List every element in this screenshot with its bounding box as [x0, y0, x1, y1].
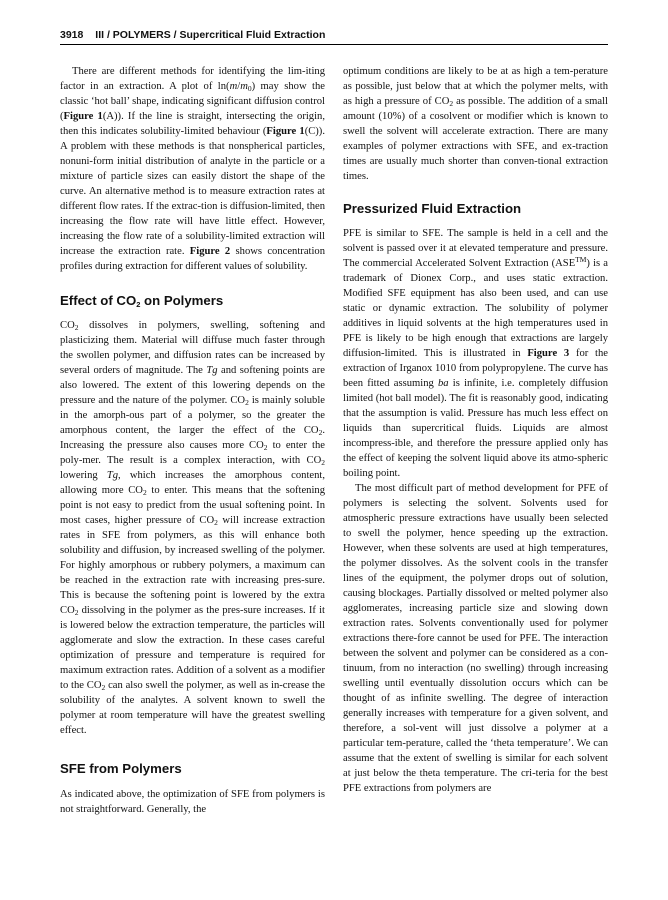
- header-rule: [60, 44, 608, 45]
- paragraph: $CO_2$ dissolves in polymers, swelling, softening and plasticizing them. Material will diffuse much faster through the swollen polymer, and diffusion rates can be increased by several orders of magnitude. The Tg and softening points are also lowered. The extent of this lowering depends on the pressure and the nature of the polymer. $CO_2$ is mainly soluble in the amorph-ous part of a polymer, so the greater the amorphous content, the larger the effect of the $CO_2$. Increasing the pressure also causes more $CO_2$ to enter the poly-mer. The result is a complex interaction, with $CO_2$ lowering Tg, which increases the amorphous content, allowing more $CO_2$ to enter. This means that the softening point is not easy to predict from the usual softening point. In most cases, higher pressure of $CO_2$ will increase extraction rates in SFE from polymers, as this will enhance both solubility and diffusion, by increased swelling of the polymer. For highly amorphous or rubbery polymers, a maximum can be reached in the extraction rate with increasing pres-sure. This is because the softening point is lowered by the extra $CO_2$ dissolving in the polymer as the pres-sure increases. If it is lowered below the extraction temperature, the particles will agglomerate and slow the extraction. In these cases careful optimization of pressure and temperature is required for maximum extraction rates. Addition of a solvent as a modifier to the $CO_2$ can also swell the polymer, as well as in-crease the solubility of the analytes. A solvent known to swell the polymer at room temperature will have the greatest swelling effect.: [60, 320, 326, 736]
- running-title: III / POLYMERS / Supercritical Fluid Extraction: [95, 29, 326, 41]
- paragraph: PFE is similar to SFE. The sample is held in a cell and the solvent is passed over it at elevated temperature and pressure. The commercial Accelerated Solvent Extraction (ASE™) is a trademark of Dionex Corp., and uses static extraction. Modified SFE equipment has also been used, and can use static or dynamic extraction. The solubility of polymer additives in liquid solvents at the high temperatures used in PFE is likely to be high enough that extractions are largely diffusion-limited. This is illustrated in Figure 3 for the extraction of Irganox 1010 from polypropylene. The curve has been fitted assuming ba is infinite, i.e. completely diffusion limited (hot ball model). The fit is reasonably good, indicating that the assumption is valid. Pressure has much less effect on liquids than supercritical fluids. Liquids are almost incompress-ible, and therefore the pressure applied only has the effect of keeping the solvent liquid above its atmo-spheric boiling point.: [343, 228, 609, 479]
- section-heading-sfe-polymers: SFE from Polymers: [60, 761, 182, 776]
- paragraph: The most difficult part of method development for PFE of polymers is selecting the solvent. Solvents used for atmospheric pressure extractions have usually been selected to swell the polymer, hence speeding up the extraction. However, when these solvents are used at high temperatures, the polymer dissolves. As the solvent cools in the transfer lines of the equipment, the polymer drops out of solution, causing blockages. Partially dissolved or melted polymer also agglomerates, increasing particle size and slowing down extraction rates. Solvents conventionally used for polymer extractions there-fore cannot be used for PFE. The interaction between the solvent and polymer can be considered as a con-tinuum, from no interaction (no swelling) through increasing swelling until eventually dissolution occurs which can be thought of as infinite swelling. The degree of interaction generally increases with temperature for a given solvent, and therefore, a sol-vent will just dissolve a polymer at a particular tem-perature, called the ‘theta temperature’. We can assume that the extent of swelling is similar for each solvent at just below the theta temperature. The cri-teria for the best PFE extractions from polymers are: [343, 483, 608, 794]
- page-number: 3918: [60, 29, 84, 41]
- paragraph: optimum conditions are likely to be at as high a tem-perature as possible, just below that at which the polymer melts, with as high a pressure of $CO_2$ as possible. The addition of a small amount (10%) of a cosolvent or modifier which is known to swell the solvent will accelerate extraction. There are many examples of polymer extractions with SFE, and ex-traction times are usually much shorter than conven-tional extraction times.: [343, 66, 608, 182]
- section-heading-pfe: Pressurized Fluid Extraction: [343, 201, 522, 216]
- running-header: [60, 29, 608, 41]
- section-heading-effect-co2: Effect of $CO_2$ on Polymers: [60, 293, 224, 309]
- left-column: [60, 64, 325, 817]
- paragraph: As indicated above, the optimization of SFE from polymers is not straightforward. Generally, the: [60, 789, 325, 815]
- right-column: [343, 64, 608, 796]
- paragraph: There are different methods for identifying the lim-iting factor in an extraction. A plot of $\ln(m/m_0)$ may show the classic ‘hot ball’ shape, indicating significant diffusion control (Figure 1(A)). If the line is straight, intersecting the origin, then this indicates solubility-limited behaviour (Figure 1(C)). A problem with these methods is that nonspherical particles, nonuni-form initial distribution of analyte in the particle or a mixture of particle sizes can easily distort the shape of the curve. An alternative method is to measure extraction rates at different flow rates. If the extrac-tion is diffusion-limited, then increasing the flow rate will have little effect. However, increasing the flow rate of a solubility-limited extraction will increase the extraction rate. Figure 2 shows concentration profiles during extraction for different values of solubility.: [60, 66, 326, 272]
